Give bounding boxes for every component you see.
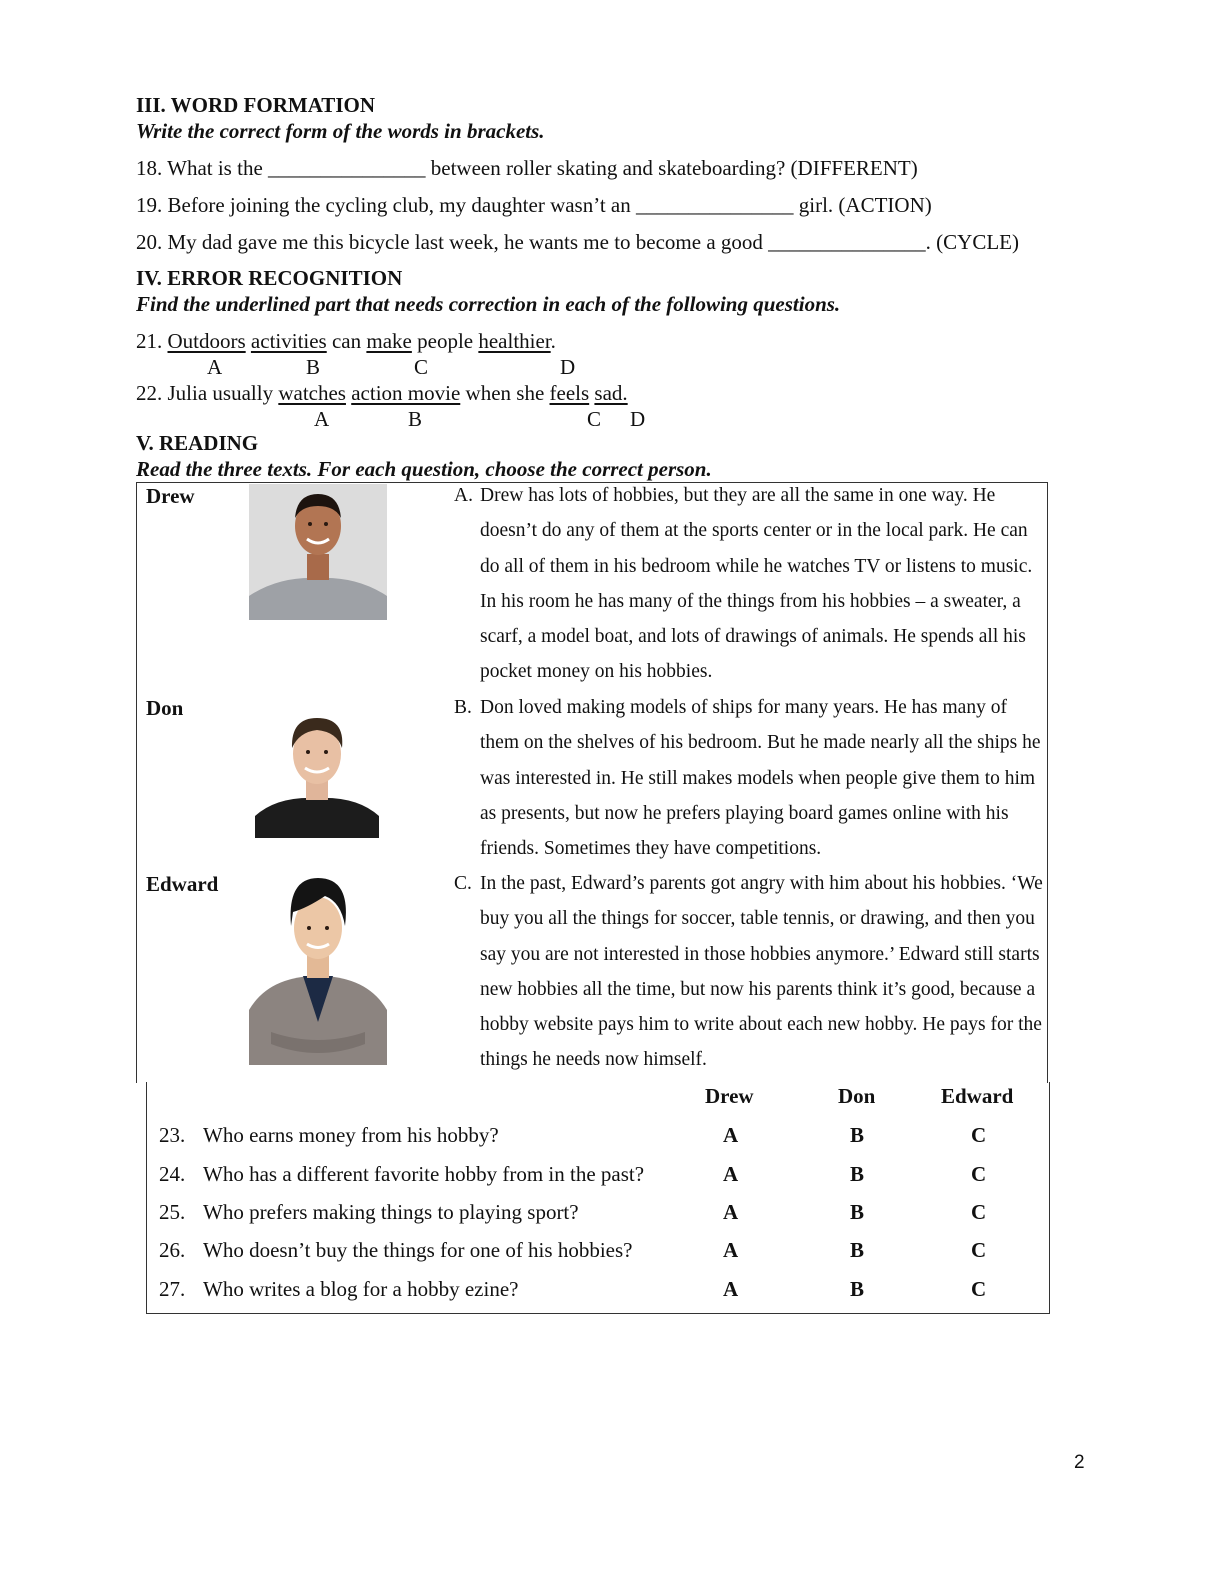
section-3-instruction: Write the correct form of the words in brackets. <box>136 119 545 143</box>
section-5-heading: V. READING <box>136 431 259 455</box>
question-21-end: . <box>550 329 556 353</box>
option-a[interactable]: A <box>723 1162 739 1186</box>
option-b[interactable]: B <box>850 1200 865 1224</box>
question-22-letter-a: A <box>314 407 330 431</box>
question-21-part-c: make <box>366 329 412 353</box>
question-21-part-a: Outdoors <box>167 329 246 353</box>
section-5-instruction: Read the three texts. For each question, choose the correct person. <box>136 457 712 481</box>
question-20 <box>136 230 1019 255</box>
question-22-text: when she <box>460 381 550 405</box>
question-22-letter-d: D <box>630 407 646 431</box>
text-label-c: C. <box>454 873 472 894</box>
portrait-edward-icon <box>249 872 387 1065</box>
section-3-heading: III. WORD FORMATION <box>136 93 375 117</box>
question-20-blank: _______________ <box>768 230 926 254</box>
portrait-drew-icon <box>249 484 387 620</box>
text-drew <box>454 478 1044 690</box>
question-22-letter-c: C <box>587 407 602 431</box>
option-b[interactable]: B <box>850 1277 865 1301</box>
question-20-text-before: 20. My dad gave me this bicycle last week, he wants me to become a good <box>136 230 769 254</box>
question-19-text-after: girl. (ACTION) <box>793 193 932 217</box>
question-text: Who has a different favorite hobby from in the past? <box>203 1162 645 1186</box>
question-21-letter-a: A <box>207 355 223 379</box>
question-22-part-a: watches <box>278 381 346 405</box>
question-21-part-d: healthier <box>478 329 551 353</box>
question-22-number: 22. Julia usually <box>136 381 279 405</box>
question-number: 26. <box>159 1238 186 1262</box>
option-c[interactable]: C <box>971 1238 987 1262</box>
option-c[interactable]: C <box>971 1277 987 1301</box>
question-number: 27. <box>159 1277 186 1301</box>
question-22-part-c: feels <box>549 381 590 405</box>
question-19-text-before: 19. Before joining the cycling club, my daughter wasn’t an <box>136 193 636 217</box>
question-21-letter-c: C <box>414 355 429 379</box>
person-name-drew: Drew <box>146 484 195 508</box>
text-label-b: B. <box>454 697 472 718</box>
option-b[interactable]: B <box>850 1123 865 1147</box>
question-21-letter-b: B <box>306 355 321 379</box>
text-don <box>454 690 1044 866</box>
question-22-part-b: action movie <box>351 381 461 405</box>
question-number: 24. <box>159 1162 186 1186</box>
option-a[interactable]: A <box>723 1123 739 1147</box>
question-21-text: can <box>326 329 367 353</box>
text-edward <box>454 866 1044 1078</box>
question-18-blank: _______________ <box>268 156 426 180</box>
option-b[interactable]: B <box>850 1162 865 1186</box>
question-21-part-b: activities <box>250 329 327 353</box>
option-a[interactable]: A <box>723 1200 739 1224</box>
question-18-text-before: 18. What is the <box>136 156 269 180</box>
section-4-instruction: Find the underlined part that needs correction in each of the following questions. <box>136 292 841 316</box>
question-text: Who writes a blog for a hobby ezine? <box>203 1277 519 1301</box>
option-a[interactable]: A <box>723 1238 739 1262</box>
question-19 <box>136 193 932 218</box>
person-name-don: Don <box>146 696 184 720</box>
question-19-blank: _______________ <box>636 193 794 217</box>
text-edward-body: In the past, Edward’s parents got angry with him about his hobbies. ‘We buy you all the things for soccer, table tennis, or drawing, and then you say you are not interested in those hobbies anymore.’ Edward still starts new hobbies all the time, but now his parents think it’s good, because a hobby website pays him to write about each new hobby. He pays for the things he needs now himself. <box>480 873 1043 1071</box>
option-c[interactable]: C <box>971 1200 987 1224</box>
portrait-don-icon <box>255 712 379 838</box>
question-18-text-after: between roller skating and skateboarding? (DIFFERENT) <box>425 156 918 180</box>
question-21-text: people <box>411 329 479 353</box>
photo-don <box>255 712 379 838</box>
question-21-number: 21. <box>136 329 168 353</box>
question-text: Who prefers making things to playing sport? <box>203 1200 579 1224</box>
question-number: 23. <box>159 1123 186 1147</box>
section-4-heading: IV. ERROR RECOGNITION <box>136 266 403 290</box>
option-b[interactable]: B <box>850 1238 865 1262</box>
column-header-don: Don <box>838 1084 876 1108</box>
option-c[interactable]: C <box>971 1162 987 1186</box>
option-c[interactable]: C <box>971 1123 987 1147</box>
question-number: 25. <box>159 1200 186 1224</box>
question-text: Who doesn’t buy the things for one of his hobbies? <box>203 1238 633 1262</box>
person-name-edward: Edward <box>146 872 219 896</box>
column-header-edward: Edward <box>941 1084 1014 1108</box>
option-a[interactable]: A <box>723 1277 739 1301</box>
text-don-body: Don loved making models of ships for many years. He has many of them on the shelves of his bedroom. But he made nearly all the ships he was interested in. He still makes models when people give them to him as presents, but now he prefers playing board games online with his friends. Sometimes they have competitions. <box>480 697 1041 860</box>
question-21 <box>136 329 556 354</box>
question-22-letter-b: B <box>408 407 423 431</box>
text-drew-body: Drew has lots of hobbies, but they are all the same in one way. He doesn’t do any of them at the sports center or in the local park. He can do all of them in his bedroom while he watches TV or listens to music. In his room he has many of the things from his hobbies – a sweater, a scarf, a model boat, and lots of drawings of animals. He spends all his pocket money on his hobbies. <box>480 485 1033 683</box>
question-text: Who earns money from his hobby? <box>203 1123 499 1147</box>
question-18 <box>136 156 918 181</box>
question-22-part-d: sad. <box>594 381 628 405</box>
question-22 <box>136 381 628 406</box>
text-label-a: A. <box>454 485 473 506</box>
column-header-drew: Drew <box>705 1084 754 1108</box>
question-21-letter-d: D <box>560 355 576 379</box>
photo-edward <box>249 872 387 1065</box>
photo-drew <box>249 484 387 620</box>
page-number: 2 <box>1074 1452 1085 1473</box>
question-20-text-after: . (CYCLE) <box>925 230 1019 254</box>
